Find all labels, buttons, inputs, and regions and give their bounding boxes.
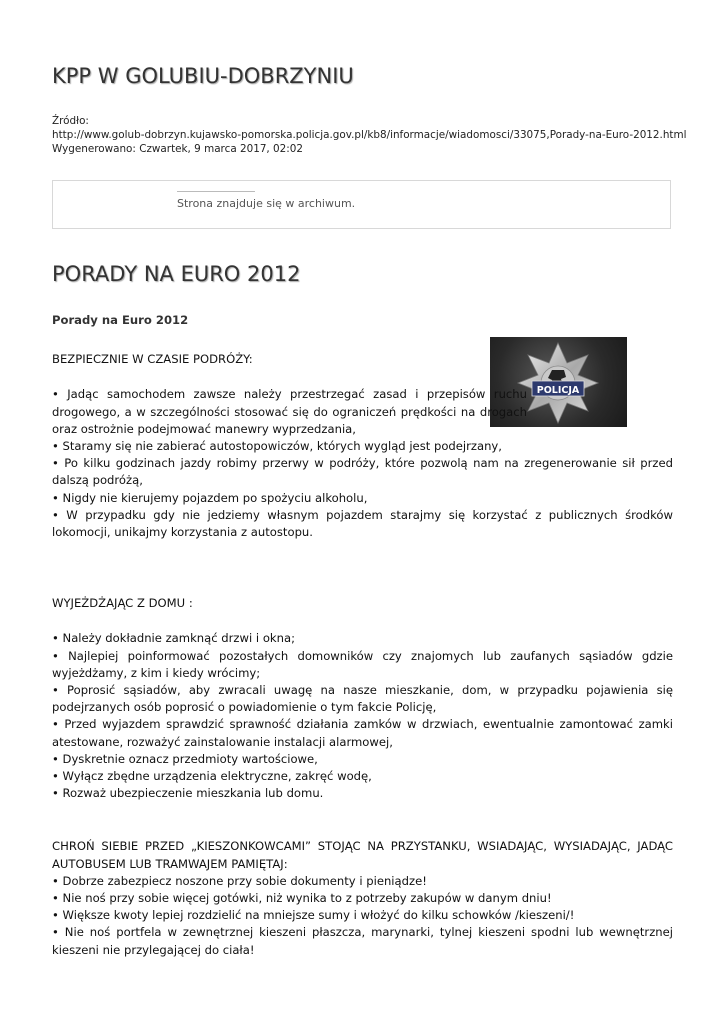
list-item: • Nie noś przy sobie więcej gotówki, niż wynika to z potrzeby zakupów w danym dniu!: [52, 891, 552, 906]
logo-text: POLICJA: [536, 385, 580, 396]
section-heading-pickpockets: CHROŃ SIEBIE PRZED „KIESZONKOWCAMI” STOJĄC NA PRZYSTANKU, WSIADAJĄC, WYSIADAJĄC, JADĄC AUTOBUSEM LUB TRAMWAJEM PAMIĘTAJ:: [52, 839, 673, 871]
archive-notice: Strona znajduje się w archiwum.: [177, 197, 356, 210]
article-lead: Porady na Euro 2012: [52, 313, 189, 327]
list-item: • Rozważ ubezpieczenie mieszkania lub domu.: [52, 786, 324, 801]
article-body: [52, 312, 673, 959]
archive-notice-box: [52, 180, 671, 229]
list-item: • Wyłącz zbędne urządzenia elektryczne, zakręć wodę,: [52, 769, 372, 784]
list-item: • Większe kwoty lepiej rozdzielić na mniejsze sumy i włożyć do kilku schowków /kieszeni/!: [52, 908, 575, 923]
list-item: • Nigdy nie kierujemy pojazdem po spożyciu alkoholu,: [52, 490, 368, 505]
list-item: • Staramy się nie zabierać autostopowiczów, których wygląd jest podejrzany,: [52, 439, 502, 454]
list-item: • Nie noś portfela w zewnętrznej kieszeni płaszcza, marynarki, tylnej kieszeni spodni lub wewnętrznej kieszeni nie przylegającej do ciała!: [52, 925, 673, 957]
list-item: • Po kilku godzinach jazdy robimy przerwy w podróży, które pozwolą nam na zregenerowanie sił przed dalszą podróżą,: [52, 456, 673, 488]
source-label: Źródło:: [52, 115, 89, 127]
list-item: • Poprosić sąsiadów, aby zwracali uwagę na nasze mieszkanie, dom, w przypadku pojawienia się podejrzanych osób poprosić o powiadomienie o tym fakcie Policję,: [52, 683, 673, 715]
list-item: • Przed wyjazdem sprawdzić sprawność działania zamków w drzwiach, ewentualnie zamontować zamki atestowane, rozważyć zainstalowanie instalacji alarmowej,: [52, 717, 673, 749]
site-title: KPP W GOLUBIU-DOBRZYNIU: [52, 64, 354, 88]
section-heading-home: WYJEŻDŻAJĄC Z DOMU :: [52, 596, 193, 611]
list-item: • Dobrze zabezpiecz noszone przy sobie dokumenty i pieniądze!: [52, 873, 427, 888]
list-item: • Jadąc samochodem zawsze należy przestrzegać zasad i przepisów ruchu drogowego, a w szczególności stosować się do ograniczeń prędkości na drogach oraz ostrożnie podejmować manewry wyprzedzania,: [52, 387, 527, 436]
divider: [177, 191, 255, 192]
list-item: • Dyskretnie oznacz przedmioty wartościowe,: [52, 751, 318, 766]
list-item: • W przypadku gdy nie jedziemy własnym pojazdem starajmy się korzystać z publicznych środków lokomocji, unikajmy korzystania z autostopu.: [52, 507, 673, 540]
article-title: PORADY NA EURO 2012: [52, 262, 301, 286]
list-item: • Należy dokładnie zamknąć drzwi i okna;: [52, 631, 295, 646]
document-meta: [52, 114, 692, 156]
generated-date: Wygenerowano: Czwartek, 9 marca 2017, 02:02: [52, 143, 303, 155]
section-heading-travel: BEZPIECZNIE W CZASIE PODRÓŻY:: [52, 352, 253, 367]
list-item: • Najlepiej poinformować pozostałych domowników czy znajomych lub zaufanych sąsiadów gdzie wyjeżdżamy, z kim i kiedy wrócimy;: [52, 648, 673, 680]
source-url[interactable]: http://www.golub-dobrzyn.kujawsko-pomorska.policja.gov.pl/kb8/informacje/wiadomosci/33075,Porady-na-Euro-2012.html: [52, 129, 687, 141]
